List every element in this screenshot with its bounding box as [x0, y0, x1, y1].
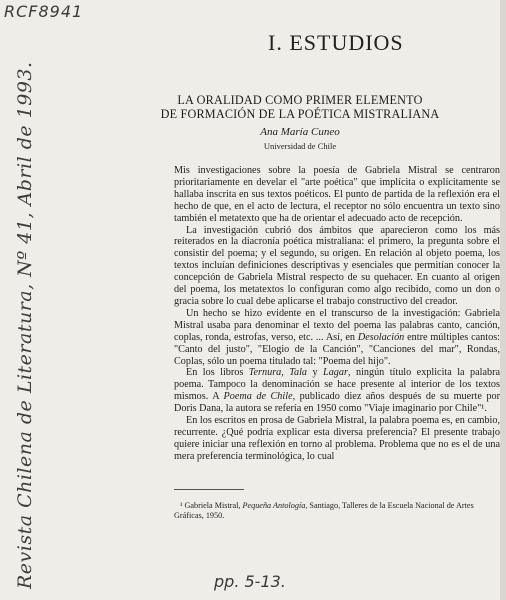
- paragraph-4-text-b: y: [307, 367, 324, 379]
- footnote-text-a: ¹ Gabriela Mistral,: [180, 501, 243, 510]
- article-title-line1: LA ORALIDAD COMO PRIMER ELEMENTO: [177, 93, 423, 107]
- paragraph-3: [174, 308, 500, 368]
- paragraph-4-text-d: , publicado diez años después de su muerte por Doris Dana, la autora se refería en 1950 como "Viaje imaginario por Chile"¹.: [174, 391, 500, 415]
- footnote-divider: [174, 489, 244, 490]
- footnote: [174, 501, 500, 521]
- paragraph-4-book-title-2: Lagar: [323, 367, 348, 379]
- paragraph-4-book-title-3: Poema de Chile: [223, 391, 293, 403]
- paragraph-2: La investigación cubrió dos ámbitos que aparecieron como los más reiterados en la diacronía poética mistraliana: el primero, la pregunta sobre el consistir del poema; y el segundo, su origen. En relación al objeto poema, los textos incluían definiciones descriptivas y esenciales que permitían conocer la concepción de Gabriela Mistral respecto de su quehacer. En cuanto al origen del poema, los metatextos lo configuran como algo recibido, como un don o gracia sobre lo cual debe aplicarse el trabajo constructivo del creador.: [174, 224, 500, 307]
- handwritten-source-note: Revista Chilena de Literatura, Nº 41, Abril de 1993.: [14, 61, 36, 589]
- footnote-text-b: , Santiago, Talleres de la Escuela Nacional de Artes Gráficas, 1950.: [174, 501, 474, 520]
- article-body: [174, 165, 500, 463]
- article-title: [150, 93, 450, 121]
- section-heading: I. ESTUDIOS: [268, 30, 404, 55]
- paragraph-5: En los escritos en prosa de Gabriela Mistral, la palabra poema es, en cambio, recurrente. ¿Qué podría explicar esta diversa preferencia? El presente trabajo quiere iniciar una reflexión en torno al problema. Problema que no es el de una mera preferencia terminológica, lo cual: [174, 415, 500, 462]
- scan-edge: [500, 0, 506, 600]
- paragraph-4: [174, 367, 500, 415]
- article-title-line2: DE FORMACIÓN DE LA POÉTICA MISTRALIANA: [160, 107, 440, 121]
- handwritten-catalog-code: RCF8941: [4, 2, 84, 21]
- paragraph-4-text-c: , ningún título explicita la palabra poema. Tampoco la denominación se hace presente al interior de los textos mismos. A: [174, 367, 500, 403]
- paragraph-4-text-a: En los libros: [186, 367, 249, 379]
- paragraph-3-book-title: Desolación: [357, 331, 405, 343]
- author-affiliation: Universidad de Chile: [263, 141, 337, 151]
- paragraph-3-text-a: Un hecho se hizo evidente en el transcurso de la investigación: Gabriela Mistral usaba para denominar el texto del poema las palabras canto, canción, coplas, ronda, estrofas, verso, etc. ... Así, en: [174, 307, 500, 343]
- footnote-book-title: Pequeña Antología: [242, 501, 306, 510]
- paragraph-1: Mis investigaciones sobre la poesía de Gabriela Mistral se centraron prioritariamente en develar el "arte poética" que implícita o explícitamente se hallaba inscrita en sus textos poéticos. El punto de partida de la reflexión era el hecho de que, en el acto de lectura, el receptor no sólo encuentra un texto sino también el metatexto que ha de orientar el adecuado acto de recepción.: [174, 165, 500, 224]
- paragraph-3-text-b: entre múltiples cantos: "Canto del justo", "Elogio de la Canción", "Canciones del mar", Rondas, Coplas, sólo un poema titulado tal: "Poema del hijo".: [174, 331, 500, 367]
- handwritten-page-range: pp. 5-13.: [214, 572, 286, 591]
- paragraph-4-book-title-1: Ternura, Tala: [248, 367, 308, 379]
- author-name: Ana María Cuneo: [260, 126, 340, 138]
